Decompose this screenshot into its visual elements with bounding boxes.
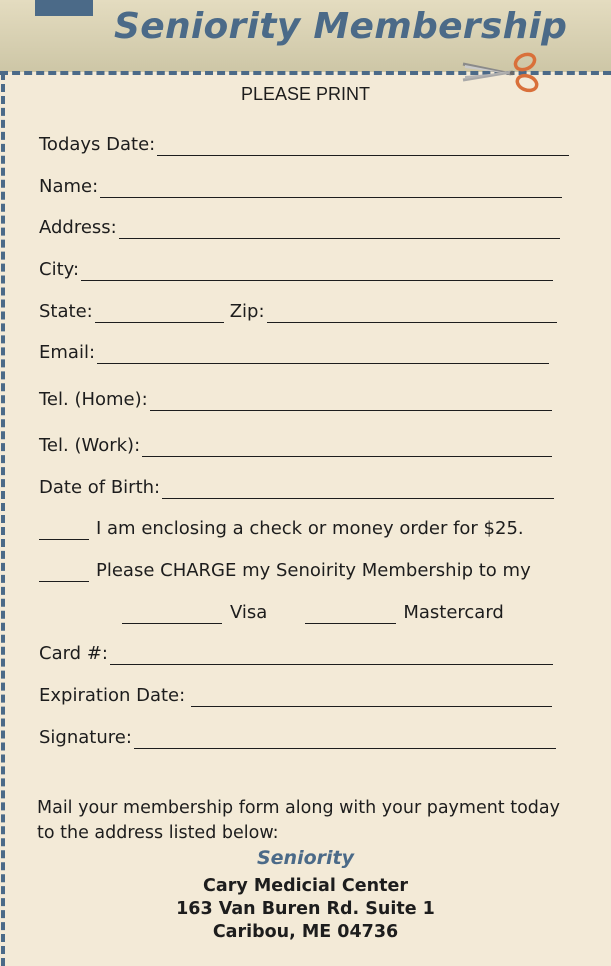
corner-tab (35, 0, 93, 16)
card-number-field[interactable] (110, 644, 553, 665)
please-print-label: PLEASE PRINT (240, 84, 371, 104)
email-row (39, 338, 549, 364)
tel-home-row (39, 385, 552, 411)
signature-row (39, 723, 556, 749)
state-zip-row (39, 297, 557, 323)
city-row (39, 255, 553, 281)
email-label: Email: (39, 342, 96, 363)
zip-label: Zip: (229, 301, 265, 322)
state-label: State: (39, 301, 93, 322)
todays-date-label: Todays Date: (39, 134, 156, 155)
mail-instructions: Mail your membership form along with your payment today to the address listed below: (37, 798, 560, 843)
cut-line-left (1, 72, 5, 966)
check-option-blank[interactable] (39, 519, 89, 540)
tel-home-field[interactable] (150, 390, 552, 411)
card-number-row (39, 639, 553, 665)
program-name: Seniority (256, 847, 354, 869)
card-type-row (122, 598, 504, 624)
dob-label: Date of Birth: (39, 477, 161, 498)
name-label: Name: (39, 176, 99, 197)
dob-field[interactable] (162, 478, 554, 499)
mastercard-label: Mastercard (403, 602, 504, 623)
address-field[interactable] (119, 218, 560, 239)
tel-work-row (39, 431, 552, 457)
tel-work-label: Tel. (Work): (39, 435, 141, 456)
address-line-3: Caribou, ME 04736 (212, 922, 399, 942)
name-row (39, 172, 562, 198)
address-line-1: Cary Medicial Center (203, 876, 408, 896)
visa-blank[interactable] (122, 603, 222, 624)
tel-work-field[interactable] (142, 436, 552, 457)
address-label: Address: (39, 217, 117, 238)
todays-date-field[interactable] (157, 135, 569, 156)
signature-label: Signature: (39, 727, 132, 748)
signature-field[interactable] (134, 728, 556, 749)
mastercard-blank[interactable] (305, 603, 396, 624)
form-title: Seniority Membership (114, 6, 568, 47)
visa-label: Visa (230, 602, 268, 623)
address-row (39, 213, 560, 239)
todays-date-row (39, 130, 569, 156)
card-number-label: Card #: (39, 643, 108, 664)
charge-option-text: Please CHARGE my Senoirity Membership to my (96, 560, 531, 581)
check-option-row (39, 514, 524, 540)
email-field[interactable] (97, 343, 549, 364)
charge-option-row (39, 556, 531, 582)
city-field[interactable] (81, 260, 553, 281)
expiration-label: Expiration Date: (39, 685, 186, 706)
city-label: City: (39, 259, 80, 280)
check-option-text: I am enclosing a check or money order for $25. (96, 518, 524, 539)
name-field[interactable] (100, 177, 562, 198)
state-field[interactable] (95, 302, 224, 323)
expiration-field[interactable] (191, 686, 552, 707)
charge-option-blank[interactable] (39, 561, 89, 582)
address-line-2: 163 Van Buren Rd. Suite 1 (176, 899, 435, 919)
zip-field[interactable] (267, 302, 557, 323)
dob-row (39, 473, 554, 499)
tel-home-label: Tel. (Home): (39, 389, 148, 410)
expiration-row (39, 681, 552, 707)
